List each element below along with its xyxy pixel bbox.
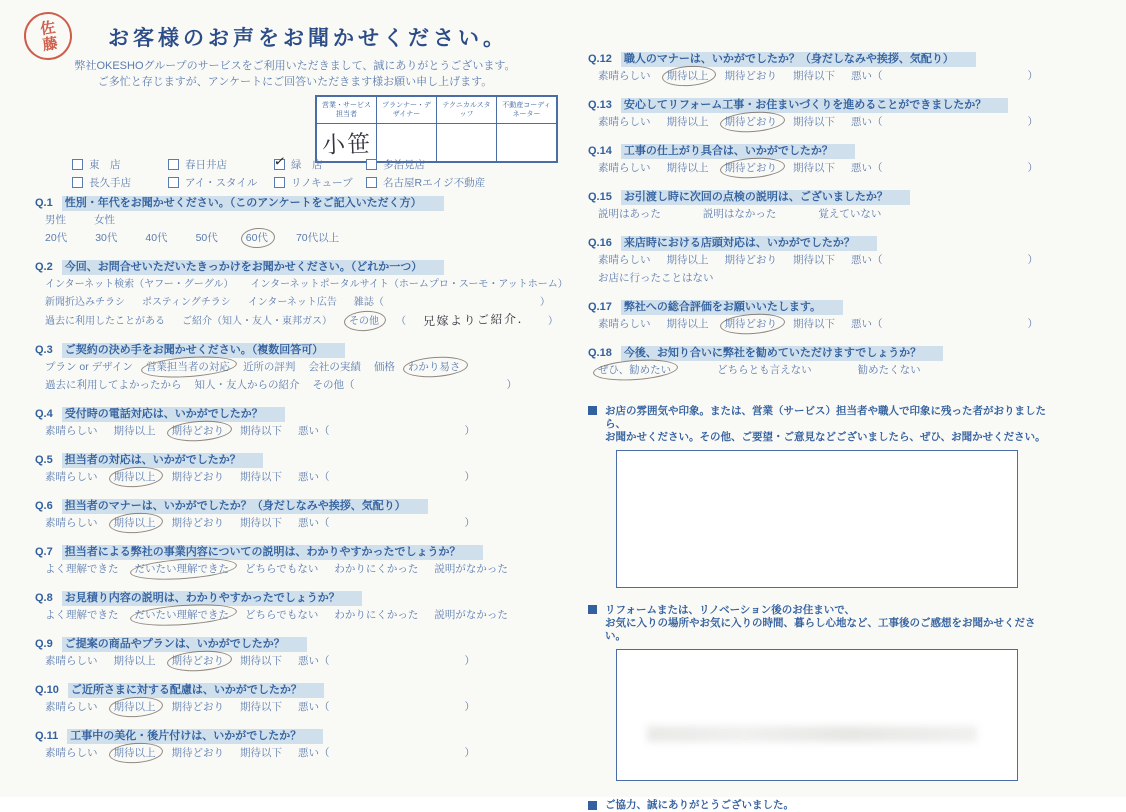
option-row — [598, 208, 1038, 221]
question-title: 担当者のマナーは、いかがでしたか？（身だしなみや挨拶、気配り） — [62, 499, 428, 514]
question-id: Q.10 — [35, 684, 59, 696]
handwritten-answer: 兄嫁よりご紹介． — [422, 311, 532, 329]
question-header — [35, 729, 580, 743]
option[interactable]: 素晴らしい — [45, 655, 98, 667]
option[interactable]: ） — [464, 517, 475, 529]
option[interactable]: 期待以上 — [666, 318, 709, 330]
checkbox-icon[interactable] — [168, 159, 179, 170]
square-bullet-icon — [588, 406, 597, 415]
option-row — [45, 379, 517, 392]
question-header — [35, 260, 580, 274]
question — [35, 343, 580, 392]
option[interactable]: 悪い（ — [298, 517, 330, 529]
option-row — [45, 232, 475, 245]
question — [588, 300, 1048, 331]
option-row — [45, 296, 550, 309]
option[interactable]: どちらでもない — [245, 563, 319, 575]
option[interactable]: よく理解できた — [45, 609, 119, 621]
greeting — [30, 58, 560, 90]
option[interactable]: 悪い（ — [851, 116, 883, 128]
checkbox-icon[interactable] — [274, 177, 285, 188]
option[interactable]: 期待どおり — [724, 254, 777, 266]
option[interactable]: 期待以下 — [793, 70, 835, 82]
question — [35, 545, 580, 576]
branch-option[interactable] — [168, 175, 274, 190]
option-circled[interactable]: 期待以上 — [113, 701, 156, 713]
question-title: 弊社への総合評価をお願いいたします。 — [621, 300, 843, 315]
option[interactable]: 素晴らしい — [598, 318, 651, 330]
option-row — [598, 254, 1038, 267]
question-title: お見積り内容の説明は、わかりやすかったでしょうか？ — [62, 591, 362, 606]
option[interactable]: 悪い（ — [851, 254, 883, 266]
branch-label: リノキューブ — [291, 177, 353, 189]
staff-column-header: 不動産コーディネーター — [497, 96, 558, 124]
comment-box-after-reform[interactable] — [616, 649, 1018, 781]
checkbox-checked-icon[interactable] — [273, 152, 287, 170]
option[interactable]: 30代 — [95, 232, 118, 244]
option-row — [45, 747, 475, 760]
branch-option[interactable] — [72, 175, 168, 190]
option[interactable]: ） — [1027, 70, 1038, 82]
square-bullet-icon — [588, 801, 597, 810]
staff-column-header: プランナー・デザイナー — [377, 96, 437, 124]
question — [588, 346, 1048, 377]
staff-table-header-row — [316, 96, 557, 124]
branch-option[interactable] — [273, 152, 366, 172]
option[interactable]: 勧めたくない — [857, 364, 921, 376]
question-header — [35, 343, 580, 357]
left-column — [35, 196, 580, 775]
option[interactable]: 過去に利用したことがある — [45, 316, 165, 327]
question-title: ご契約の決め手をお聞かせください。（複数回答可） — [62, 343, 346, 358]
option-row — [45, 563, 508, 576]
option-circled[interactable]: 営業担当者の対応 — [145, 361, 230, 373]
checkbox-icon[interactable] — [72, 159, 83, 170]
option[interactable]: 期待以上 — [666, 162, 709, 174]
option[interactable]: ） — [540, 297, 550, 308]
question-id: Q.3 — [35, 344, 53, 356]
question-id: Q.7 — [35, 546, 53, 558]
option-row — [45, 361, 517, 374]
question-title: ご提案の商品やプランは、いかがでしたか？ — [62, 637, 307, 652]
option[interactable]: わかりにくかった — [334, 563, 419, 575]
question-title: 性別・年代をお聞かせください。（このアンケートをご記入いただく方） — [62, 196, 444, 211]
checkbox-icon[interactable] — [366, 177, 377, 188]
branch-option[interactable] — [168, 157, 274, 172]
option[interactable]: 悪い（ — [298, 471, 330, 483]
comment-section-shop-impression — [588, 405, 1048, 588]
branch-option[interactable] — [72, 157, 168, 172]
option[interactable]: よく理解できた — [45, 563, 119, 575]
option[interactable]: 会社の実績 — [308, 361, 361, 373]
option-circled[interactable]: 期待以上 — [113, 517, 156, 529]
staff-table — [315, 95, 558, 163]
question-header — [588, 190, 1048, 204]
question-id: Q.15 — [588, 191, 612, 203]
option-row — [598, 116, 1038, 129]
option[interactable]: ） — [464, 655, 475, 667]
checkbox-icon[interactable] — [72, 177, 83, 188]
option[interactable]: ） — [464, 701, 475, 713]
comment-prompt: お店の雰囲気や印象。または、営業（サービス）担当者や職人で印象に残った者がおりましたら、 お聞かせください。その他、ご要望・ご意見などございましたら、ぜひ、お聞かせください。 — [605, 405, 1046, 443]
option-circled[interactable]: 期待どおり — [724, 318, 777, 330]
question-title: 担当者の対応は、いかがでしたか？ — [62, 453, 263, 468]
question-header — [35, 545, 580, 559]
question-title: 工事の仕上がり具合は、いかがでしたか？ — [621, 144, 855, 159]
option[interactable]: 期待どおり — [171, 747, 224, 759]
question-id: Q.8 — [35, 592, 53, 604]
option-circled[interactable]: 60代 — [245, 232, 268, 244]
left-questions — [35, 196, 580, 760]
comment-prompt: リフォームまたは、リノベーション後のお住まいで、 お気に入りの場所やお気に入りの時間、暮らし心地など、工事後のご感想をお聞かせください。 — [605, 604, 1036, 642]
comment-sections — [588, 405, 1048, 812]
question-header — [35, 453, 580, 467]
option[interactable]: お店に行ったことはない — [598, 272, 714, 284]
option-row — [598, 272, 1038, 285]
option[interactable]: 期待以下 — [240, 517, 282, 529]
option[interactable]: 期待どおり — [171, 701, 224, 713]
option[interactable]: ご紹介（知人・友人・東邦ガス） — [182, 316, 332, 327]
option[interactable]: ） — [1027, 318, 1038, 330]
question-header — [35, 196, 580, 210]
question-title: 安心してリフォーム工事・お住まいづくりを進めることができましたか？ — [621, 98, 1008, 113]
question-title: 今後、お知り合いに弊社を勧めていただけますでしょうか？ — [621, 346, 943, 361]
question — [35, 407, 580, 438]
option[interactable]: 過去に利用してよかったから — [45, 379, 182, 391]
question-id: Q.2 — [35, 261, 53, 273]
staff-column-header: テクニカルスタッフ — [437, 96, 497, 124]
question-header — [35, 591, 580, 605]
option-circled[interactable]: 期待どおり — [171, 425, 224, 437]
option-row — [45, 517, 475, 530]
option-row — [45, 609, 508, 622]
question-title: 来店時における店頭対応は、いかがでしたか？ — [621, 236, 877, 251]
comment-box-shop-impression[interactable] — [616, 450, 1018, 588]
option[interactable]: 期待以上 — [113, 655, 156, 667]
square-bullet-icon — [588, 605, 597, 614]
question-header — [588, 236, 1048, 250]
option[interactable]: プラン or デザイン — [45, 361, 133, 373]
question-title: 職人のマナーは、いかがでしたか？（身だしなみや挨拶、気配り） — [621, 52, 976, 67]
branch-option[interactable] — [366, 157, 485, 172]
question-header — [35, 499, 580, 513]
option[interactable]: 20代 — [45, 232, 68, 244]
question-id: Q.6 — [35, 500, 53, 512]
option-row — [45, 278, 568, 291]
option[interactable]: 男性 — [45, 214, 66, 226]
option[interactable]: 知人・友人からの紹介 — [194, 379, 300, 391]
branch-label: 緑 店 — [291, 159, 323, 171]
question-title: 工事中の美化・後片付けは、いかがでしたか？ — [67, 729, 323, 744]
question — [35, 729, 580, 760]
question-title: お引渡し時に次回の点検の説明は、ございましたか？ — [621, 190, 910, 205]
branch-option[interactable] — [274, 175, 366, 190]
option[interactable]: 期待以上 — [113, 425, 156, 437]
right-column — [588, 52, 1048, 812]
question — [588, 98, 1048, 129]
option[interactable]: ） — [1027, 254, 1038, 266]
option-row — [45, 425, 475, 438]
option[interactable]: その他（ — [312, 379, 355, 391]
closing-text: ご協力、誠にありがとうございました。 — [605, 799, 794, 811]
checkbox-icon[interactable] — [366, 159, 377, 170]
question-id: Q.4 — [35, 408, 53, 420]
option[interactable]: ） — [548, 316, 559, 327]
checkmark-icon: ✓ — [273, 152, 287, 170]
hanko-stamp-icon: 佐藤 — [21, 9, 75, 63]
option[interactable]: 期待以上 — [666, 116, 709, 128]
question — [588, 190, 1048, 221]
option-row — [45, 701, 475, 714]
option[interactable]: （ — [396, 316, 406, 327]
option[interactable]: 期待以下 — [240, 425, 282, 437]
option[interactable]: 説明はあった — [598, 208, 661, 220]
option-circled[interactable]: わかり易さ — [407, 361, 461, 373]
option-circled[interactable]: その他 — [349, 316, 379, 327]
question-id: Q.13 — [588, 99, 612, 111]
question-header — [588, 346, 1048, 360]
option[interactable]: 期待以下 — [793, 318, 835, 330]
option[interactable]: 説明がなかった — [434, 563, 508, 575]
option[interactable]: 期待以下 — [240, 747, 282, 759]
option-row — [45, 214, 475, 227]
question-header — [35, 683, 580, 697]
option-circled[interactable]: 期待どおり — [724, 116, 777, 128]
page-title: お客様のお声をお聞かせください。 — [108, 27, 508, 50]
staff-entry-cell — [497, 124, 558, 163]
option[interactable]: 期待以下 — [793, 162, 835, 174]
option[interactable]: ） — [464, 425, 475, 437]
option[interactable]: 素晴らしい — [598, 70, 651, 82]
option[interactable]: インターネット検索（ヤフー・グーグル） — [45, 279, 234, 290]
option-row — [45, 311, 559, 329]
question-header — [588, 144, 1048, 158]
option-row — [45, 655, 475, 668]
option[interactable]: 悪い（ — [298, 701, 330, 713]
greeting-line-1: 弊社OKESHOグループのサービスをご利用いただきまして、誠にありがとうございます。 — [74, 60, 516, 72]
question-title: 受付時の電話対応は、いかがでしたか？ — [62, 407, 285, 422]
option[interactable]: 近所の評判 — [242, 361, 296, 373]
question — [35, 499, 580, 530]
question-title: 担当者による弊社の事業内容についての説明は、わかりやすかったでしょうか？ — [62, 545, 483, 560]
option[interactable]: 覚えていない — [818, 208, 882, 220]
question — [588, 236, 1048, 285]
question — [588, 144, 1048, 175]
option-circled[interactable]: 期待以上 — [113, 747, 156, 759]
question — [35, 683, 580, 714]
branch-option[interactable] — [366, 175, 485, 190]
question-id: Q.16 — [588, 237, 612, 249]
option[interactable]: ポスティングチラシ — [142, 297, 231, 308]
question — [588, 52, 1048, 83]
option[interactable]: 悪い（ — [851, 318, 883, 330]
right-questions — [588, 52, 1048, 377]
option-circled[interactable]: 期待以上 — [113, 471, 156, 483]
option[interactable]: 期待以下 — [793, 254, 835, 266]
option[interactable]: 素晴らしい — [45, 701, 98, 713]
option[interactable]: 悪い（ — [851, 162, 883, 174]
option-circled[interactable]: 期待どおり — [724, 162, 777, 174]
option-circled[interactable]: 期待どおり — [171, 655, 224, 667]
option[interactable]: 期待以下 — [793, 116, 835, 128]
option[interactable]: 期待どおり — [171, 471, 224, 483]
question — [35, 637, 580, 668]
option-circled[interactable]: ぜひ、勧めたい — [598, 364, 672, 376]
option[interactable]: 新聞折込みチラシ — [45, 297, 125, 308]
option[interactable]: 40代 — [145, 232, 168, 244]
option[interactable]: 悪い（ — [298, 655, 330, 667]
option[interactable]: 期待以上 — [666, 254, 709, 266]
branch-label: 長久手店 — [89, 177, 131, 189]
option[interactable]: 素晴らしい — [598, 254, 651, 266]
option[interactable]: インターネット広告 — [247, 297, 337, 308]
option-row — [598, 318, 1038, 331]
question — [35, 196, 580, 245]
option[interactable]: ） — [506, 379, 517, 391]
option[interactable]: 期待どおり — [171, 517, 224, 529]
option[interactable]: 素晴らしい — [45, 471, 98, 483]
option[interactable]: 期待以下 — [240, 701, 282, 713]
option[interactable]: インターネットポータルサイト（ホームプロ・スーモ・アットホーム） — [250, 279, 568, 290]
option[interactable]: 素晴らしい — [45, 517, 98, 529]
option[interactable]: 素晴らしい — [598, 162, 651, 174]
greeting-line-2: ご多忙と存じますが、アンケートにご回答いただきます様お願い申し上げます。 — [97, 76, 493, 88]
option[interactable]: 素晴らしい — [45, 425, 98, 437]
question-title: 今回、お問合せいただいたきっかけをお聞かせください。（どれか一つ） — [62, 260, 445, 275]
option[interactable]: 70代以上 — [295, 232, 340, 244]
option-row — [598, 162, 1038, 175]
option[interactable]: ） — [464, 747, 475, 759]
question-id: Q.14 — [588, 145, 612, 157]
question-id: Q.11 — [35, 730, 59, 742]
branch-checkbox-group — [72, 152, 486, 190]
question — [35, 591, 580, 622]
option[interactable]: ） — [1027, 162, 1038, 174]
option-row — [45, 471, 475, 484]
option[interactable]: 悪い（ — [298, 425, 330, 437]
option[interactable]: どちらでもない — [245, 609, 319, 621]
branch-label: 東 店 — [89, 159, 121, 171]
question-title: ご近所さまに対する配慮は、いかがでしたか？ — [68, 683, 324, 698]
option[interactable]: 期待どおり — [724, 70, 777, 82]
question-header — [35, 407, 580, 421]
question-id: Q.9 — [35, 638, 53, 650]
staff-column-header: 営業・サービス担当者 — [316, 96, 377, 124]
option-row — [598, 70, 1038, 83]
option[interactable]: 悪い（ — [851, 70, 883, 82]
option[interactable]: 説明がなかった — [434, 609, 508, 621]
option[interactable]: 50代 — [195, 232, 218, 244]
option[interactable]: 素晴らしい — [45, 747, 98, 759]
option[interactable]: 価格 — [373, 361, 395, 373]
option[interactable]: 雑誌（ — [353, 297, 384, 308]
question — [35, 260, 580, 328]
option[interactable]: 悪い（ — [298, 747, 330, 759]
branch-label: 春日井店 — [185, 159, 227, 171]
option-circled[interactable]: だいたい理解できた — [134, 609, 229, 621]
question-header — [588, 52, 1048, 66]
option[interactable]: わかりにくかった — [334, 609, 419, 621]
branch-label: 名古屋Rエイジ不動産 — [383, 177, 486, 189]
option[interactable]: 期待以下 — [240, 655, 282, 667]
handwritten-name: 小笹 — [321, 130, 372, 158]
question-id: Q.18 — [588, 347, 612, 359]
option[interactable]: 女性 — [94, 214, 115, 226]
branch-label: 多治見店 — [383, 159, 425, 171]
question-id: Q.1 — [35, 197, 53, 209]
option-row — [598, 364, 1038, 377]
comment-section-after-reform — [588, 604, 1048, 781]
option[interactable]: ） — [464, 471, 475, 483]
branch-label: アイ・スタイル — [185, 177, 258, 189]
checkbox-icon[interactable] — [168, 177, 179, 188]
closing-note — [588, 797, 1048, 812]
question-id: Q.17 — [588, 301, 612, 313]
option[interactable]: どちらとも言えない — [717, 364, 812, 376]
question-header — [588, 98, 1048, 112]
question-id: Q.12 — [588, 53, 612, 65]
option[interactable]: 説明はなかった — [702, 208, 777, 220]
option[interactable]: 期待以下 — [240, 471, 282, 483]
option[interactable]: ） — [1027, 116, 1038, 128]
option-circled[interactable]: 期待以上 — [666, 70, 709, 82]
question-id: Q.5 — [35, 454, 53, 466]
question-header — [35, 637, 580, 651]
option[interactable]: 素晴らしい — [598, 116, 651, 128]
question — [35, 453, 580, 484]
question-header — [588, 300, 1048, 314]
option-circled[interactable]: だいたい理解できた — [134, 563, 229, 575]
